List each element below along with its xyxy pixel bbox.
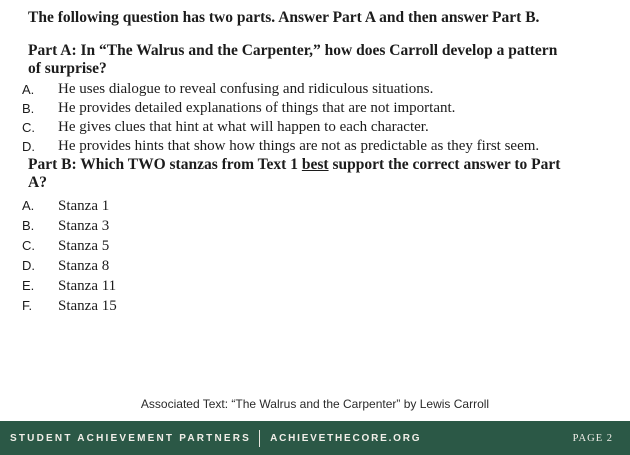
- part-a-options: [22, 80, 606, 156]
- option-text: He uses dialogue to reveal confusing and ridiculous situations.: [58, 81, 434, 97]
- part-a-heading: [28, 42, 606, 78]
- answer-option: [22, 276, 606, 296]
- answer-option: [22, 296, 606, 316]
- option-letter: C.: [22, 120, 35, 135]
- part-b-heading-line1: [28, 156, 606, 174]
- answer-option: [22, 99, 606, 118]
- answer-option: [22, 137, 606, 156]
- footer-site-url: ACHIEVETHECORE.ORG: [270, 432, 422, 444]
- option-letter: D.: [22, 139, 35, 154]
- option-letter: C.: [22, 238, 35, 253]
- option-letter: A.: [22, 198, 35, 213]
- answer-option: [22, 118, 606, 137]
- option-text: Stanza 3: [58, 218, 110, 234]
- part-a-heading-line2: of surprise?: [28, 60, 107, 77]
- option-letter: B.: [22, 218, 35, 233]
- answer-option: [22, 216, 606, 236]
- part-b-heading-prefix: Part B: Which TWO stanzas from Text 1: [28, 156, 302, 173]
- part-b-heading-line2: A?: [28, 174, 47, 191]
- answer-option: [22, 196, 606, 216]
- option-text: He gives clues that hint at what will happen to each character.: [58, 119, 429, 135]
- answer-option: [22, 236, 606, 256]
- answer-option: [22, 256, 606, 276]
- option-text: Stanza 5: [58, 238, 110, 254]
- part-b-heading-emphasis: best: [301, 156, 329, 173]
- footer-org-name: STUDENT ACHIEVEMENT PARTNERS: [10, 432, 252, 444]
- option-letter: B.: [22, 101, 35, 116]
- associated-text: Associated Text: “The Walrus and the Carpenter” by Lewis Carroll: [140, 397, 490, 411]
- option-letter: A.: [22, 82, 35, 97]
- part-b-heading-suffix: support the correct answer to Part: [328, 156, 561, 173]
- option-text: He provides detailed explanations of things that are not important.: [58, 100, 456, 116]
- part-b-options: [22, 196, 606, 316]
- part-b-heading: [28, 156, 606, 192]
- option-text: Stanza 15: [58, 298, 117, 314]
- answer-option: [22, 80, 606, 99]
- option-text: Stanza 1: [58, 198, 110, 214]
- part-a-heading-line1: Part A: In “The Walrus and the Carpenter,” how does Carroll develop a pattern: [28, 42, 558, 59]
- option-text: He provides hints that show how things are not as predictable as they first seem.: [58, 138, 540, 154]
- footer-divider: [259, 430, 260, 447]
- option-letter: D.: [22, 258, 35, 273]
- footer-page-number: PAGE 2: [572, 432, 613, 444]
- option-letter: E.: [22, 278, 35, 293]
- option-text: Stanza 8: [58, 258, 110, 274]
- footer-bar: [0, 421, 630, 455]
- page-title: The following question has two parts. Answer Part A and then answer Part B.: [28, 9, 540, 26]
- option-letter: F.: [22, 298, 33, 313]
- option-text: Stanza 11: [58, 278, 117, 294]
